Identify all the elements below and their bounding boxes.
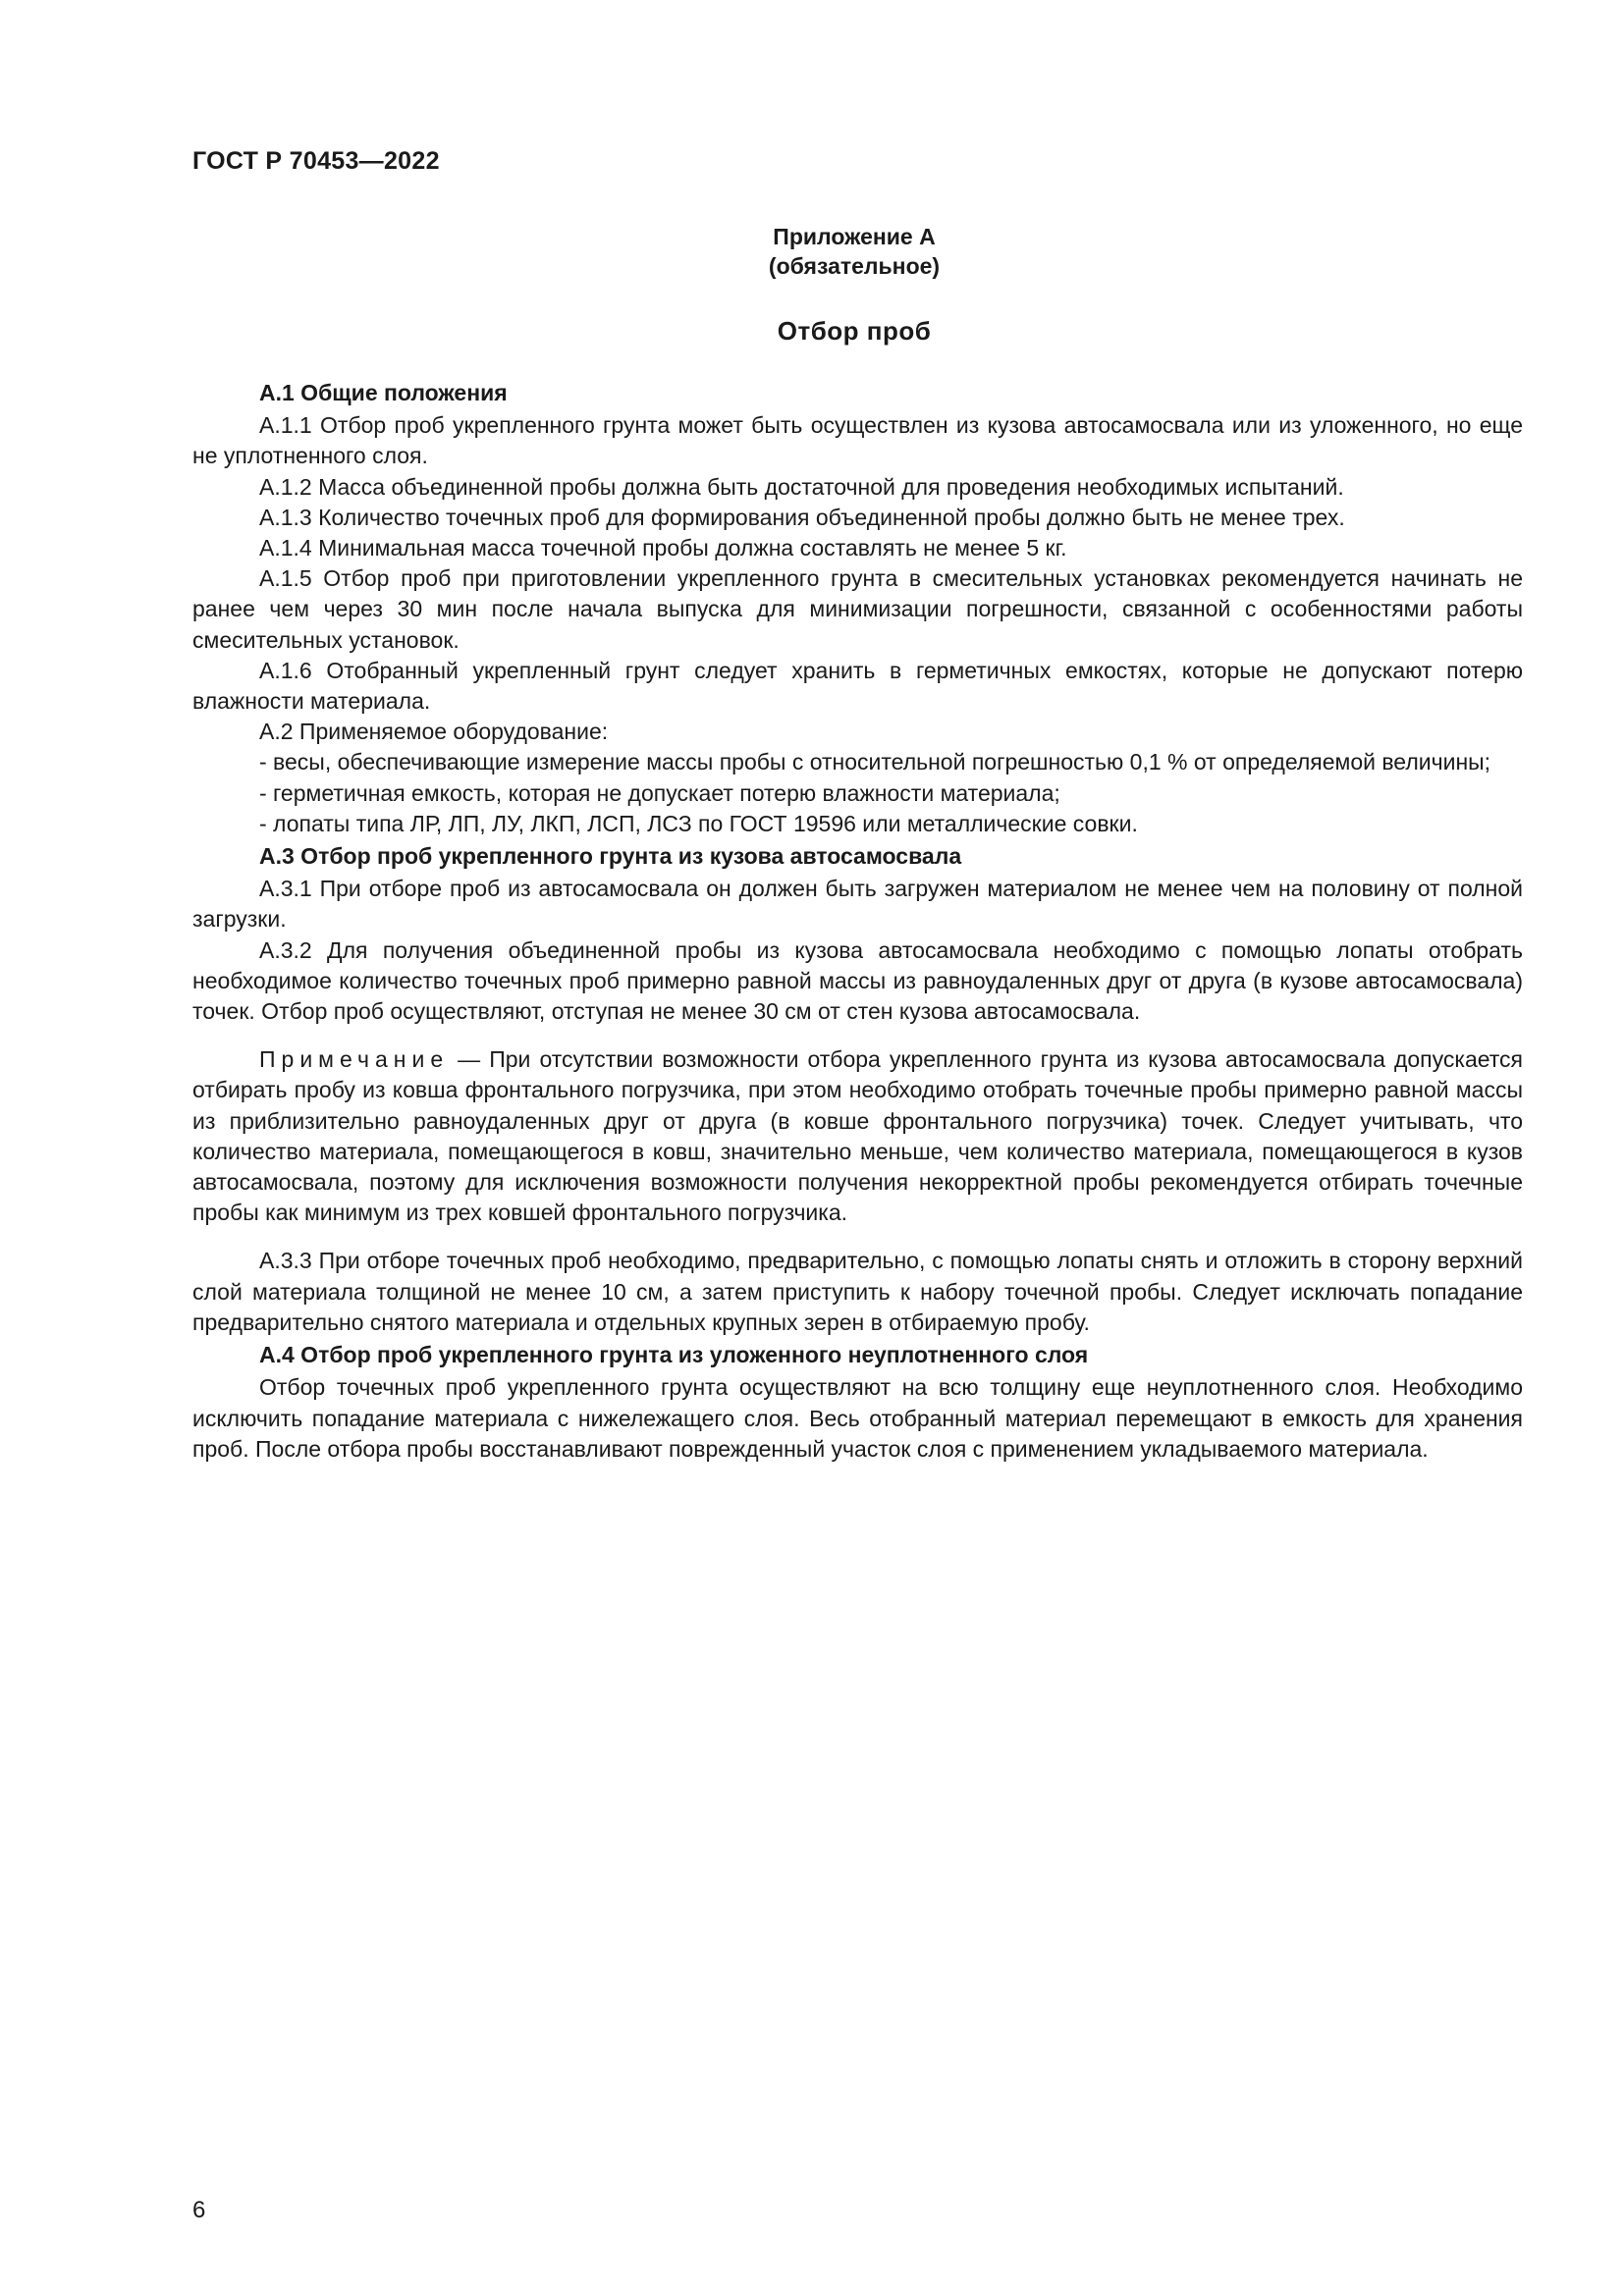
paragraph-a3-2: А.3.2 Для получения объединенной пробы из кузова автосамосвала необходимо с помощью лопаты отобрать необходимое количество точечных проб примерно равной массы из равноудаленных друг от друга (в кузове автосамосвала) точек. Отбор проб осуществляют, отступая не менее 30 см от стен кузова автосамосвала.: [192, 936, 1523, 1025]
heading-a3: А.3 Отбор проб укрепленного грунта из кузова автосамосвала: [259, 843, 962, 870]
section-title: Отбор проб: [777, 316, 932, 346]
page-number: 6: [192, 2197, 206, 2223]
list-item-container: - герметичная емкость, которая не допускает потерю влажности материала;: [259, 779, 1060, 806]
paragraph-a1-3: А.1.3 Количество точечных проб для формирования объединенной пробы должно быть не менее трех.: [259, 504, 1345, 530]
paragraph-a3-3: А.3.3 При отборе точечных проб необходимо, предварительно, с помощью лопаты снять и отложить в сторону верхний слой материала толщиной не менее 10 см, а затем приступить к набору точечной пробы. Следует исключать попадание предварительно снятого материала и отдельных крупных зерен в отбираемую пробу.: [192, 1248, 1523, 1335]
document-body: [192, 378, 1523, 1465]
paragraph-a2-intro: А.2 Применяемое оборудование:: [259, 719, 609, 745]
heading-a1: А.1 Общие положения: [259, 380, 508, 405]
paragraph-a3-1: А.3.1 При отборе проб из автосамосвала он должен быть загружен материалом не менее чем на половину от полной загрузки.: [192, 876, 1523, 933]
standard-code-header: ГОСТ Р 70453—2022: [192, 147, 440, 175]
paragraph-a1-6: А.1.6 Отобранный укрепленный грунт следует хранить в герметичных емкостях, которые не допускают потерю влажности материала.: [192, 657, 1523, 715]
paragraph-a1-1: А.1.1 Отбор проб укрепленного грунта может быть осуществлен из кузова автосамосвала или из уложенного, но еще не уплотненного слоя.: [192, 412, 1523, 469]
list-item-shovels: - лопаты типа ЛР, ЛП, ЛУ, ЛКП, ЛСП, ЛСЗ по ГОСТ 19596 или металлические совки.: [259, 810, 1138, 836]
note-paragraph: [192, 1044, 1523, 1228]
appendix-title: Приложение А: [773, 224, 936, 249]
heading-a4: А.4 Отбор проб укрепленного грунта из уложенного неуплотненного слоя: [259, 1342, 1089, 1368]
paragraph-a1-4: А.1.4 Минимальная масса точечной пробы должна составлять не менее 5 кг.: [259, 535, 1067, 561]
note-text: — При отсутствии возможности отбора укрепленного грунта из кузова автосамосвала допускается отбирать пробу из ковша фронтального погрузчика, при этом необходимо отобрать точечные пробы примерно равной массы из приблизительно равноудаленных друг от друга (в ковше фронтального погрузчика) точек. Следует учитывать, что количество материала, помещающегося в ковш, значительно меньше, чем количество материала, помещающегося в кузов автосамосвала, поэтому для исключения возможности получения некорректной пробы рекомендуется отбирать точечные пробы как минимум из трех ковшей фронтального погрузчика.: [192, 1046, 1523, 1226]
paragraph-a1-5: А.1.5 Отбор проб при приготовлении укрепленного грунта в смесительных установках рекомендуется начинать не ранее чем через 30 мин после начала выпуска для минимизации погрешности, связанной с особенностями работы смесительных установок.: [192, 565, 1523, 653]
paragraph-a1-2: А.1.2 Масса объединенной пробы должна быть достаточной для проведения необходимых испытаний.: [259, 473, 1344, 500]
paragraph-a4-1: Отбор точечных проб укрепленного грунта осуществляют на всю толщину еще неуплотненного слоя. Необходимо исключить попадание материала с нижележащего слоя. Весь отобранный материал перемещают в емкость для хранения проб. После отбора пробы восстанавливают поврежденный участок слоя с применением укладываемого материала.: [192, 1374, 1523, 1462]
list-item-scales: - весы, обеспечивающие измерение массы пробы с относительной погрешностью 0,1 % от определяемой величины;: [259, 749, 1491, 775]
appendix-title-block: [0, 222, 1624, 281]
appendix-status: (обязательное): [768, 253, 941, 279]
note-label: Примечание: [259, 1046, 450, 1073]
